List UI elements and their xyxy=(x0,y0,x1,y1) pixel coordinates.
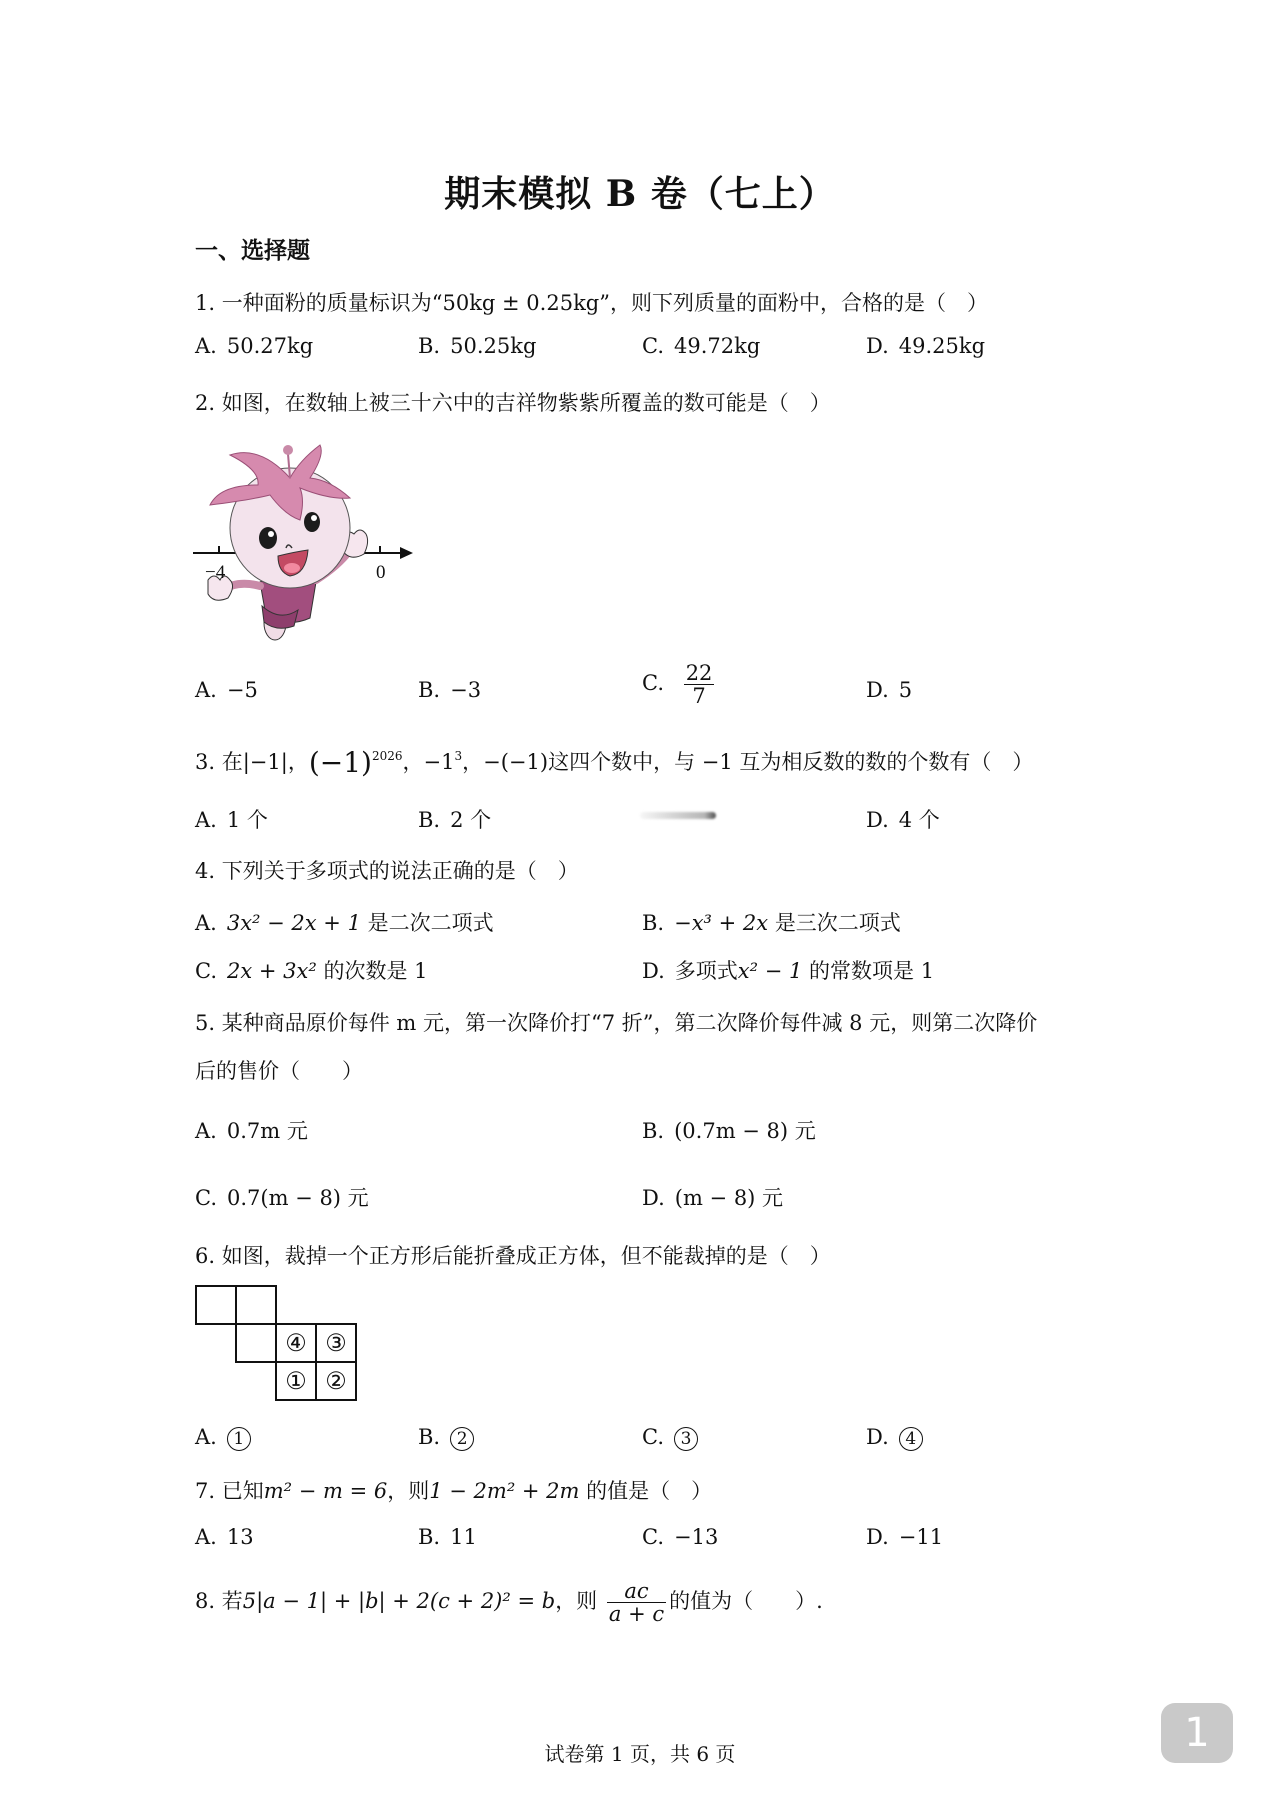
section-heading: 一、选择题 xyxy=(195,237,310,264)
option-label: D. xyxy=(866,808,889,832)
option-label: B. xyxy=(418,808,441,832)
option-label: B. xyxy=(642,911,665,935)
stem-text: 这四个数中，与 −1 互为相反数的数的个数有（ ） xyxy=(548,750,1034,774)
option-text: (0.7m − 8) 元 xyxy=(674,1119,816,1143)
q5-option-b[interactable] xyxy=(642,1115,816,1145)
question-number: 2. xyxy=(195,391,216,415)
q4-option-d[interactable] xyxy=(642,955,934,985)
cube-net-figure xyxy=(195,1285,365,1410)
option-text: (m − 8) 元 xyxy=(674,1186,784,1210)
option-label: D. xyxy=(866,1525,889,1549)
option-text: 50.25kg xyxy=(450,334,537,358)
option-text: −3 xyxy=(450,678,482,702)
option-text: −13 xyxy=(674,1525,719,1549)
q4-option-c[interactable] xyxy=(195,955,428,985)
question-number: 1. xyxy=(195,291,216,315)
q1-option-b[interactable] xyxy=(418,334,536,358)
option-label: D. xyxy=(642,1186,665,1210)
option-text: 11 xyxy=(450,1525,477,1549)
question-8 xyxy=(195,1580,823,1625)
question-stem-line-1: 某种商品原价每件 m 元，第一次降价打“7 折”，第二次降价每件减 8 元，则第二次降价 xyxy=(221,1011,1038,1035)
question-1 xyxy=(195,287,988,317)
question-5 xyxy=(195,1007,1037,1037)
option-text: 5 xyxy=(898,678,913,702)
math-equation: 5|a − 1| + |b| + 2(c + 2)² = b xyxy=(242,1589,556,1614)
option-label: C. xyxy=(642,334,664,358)
q6-option-d[interactable] xyxy=(866,1425,923,1451)
math-given-equation: m² − m = 6 xyxy=(263,1479,388,1503)
math-expression: 1 − 2m² + 2m xyxy=(429,1479,580,1503)
q5-option-a[interactable] xyxy=(195,1115,308,1145)
option-label: B. xyxy=(418,334,441,358)
q4-option-a[interactable] xyxy=(195,907,494,937)
question-3 xyxy=(195,746,1033,779)
option-text: 2 个 xyxy=(450,808,492,832)
net-cell xyxy=(235,1285,277,1325)
page-footer: 试卷第 1 页，共 6 页 xyxy=(544,1742,736,1766)
question-number: 8. xyxy=(195,1589,216,1614)
separator: ， xyxy=(462,750,484,774)
option-math: 3x² − 2x + 1 xyxy=(226,911,361,935)
question-stem: 如图，在数轴上被三十六中的吉祥物紫紫所覆盖的数可能是（ ） xyxy=(221,391,831,415)
option-text: 0.7(m − 8) 元 xyxy=(227,1186,369,1210)
option-label: A. xyxy=(195,1119,217,1143)
option-text: 1 个 xyxy=(226,808,268,832)
q6-option-c[interactable] xyxy=(642,1425,698,1451)
option-label: A. xyxy=(195,1525,217,1549)
q2-option-d[interactable] xyxy=(866,678,912,702)
option-text: 是二次二项式 xyxy=(367,911,494,935)
number-line-mascot-figure xyxy=(190,440,430,645)
option-text: 的常数项是 1 xyxy=(809,959,935,983)
option-math: x² − 1 xyxy=(737,959,803,983)
stem-text: ，则 xyxy=(555,1589,598,1614)
fraction xyxy=(607,1580,666,1625)
q6-option-a[interactable] xyxy=(195,1425,251,1451)
page-number-badge[interactable]: 1 xyxy=(1161,1703,1233,1763)
option-label: A. xyxy=(195,808,217,832)
stem-text: 若 xyxy=(221,1589,243,1614)
separator: ， xyxy=(402,750,424,774)
option-text: 49.25kg xyxy=(898,334,986,358)
cell-mark: ④ xyxy=(285,1329,307,1357)
math-exponent: 3 xyxy=(454,749,463,763)
circled-number: 2 xyxy=(450,1427,474,1451)
question-number: 7. xyxy=(195,1479,216,1503)
q2-option-b[interactable] xyxy=(418,678,481,702)
circled-number: 3 xyxy=(674,1427,698,1451)
question-6 xyxy=(195,1240,831,1270)
option-label: B. xyxy=(642,1119,665,1143)
q1-option-a[interactable] xyxy=(195,334,313,358)
option-text: 0.7m 元 xyxy=(226,1119,308,1143)
net-cell xyxy=(235,1323,277,1363)
cell-mark: ③ xyxy=(325,1329,347,1357)
option-label: C. xyxy=(195,959,217,983)
option-label: A. xyxy=(195,911,217,935)
option-label: B. xyxy=(418,1425,441,1449)
question-stem: 一种面粉的质量标识为“50kg ± 0.25kg”，则下列质量的面粉中，合格的是（ ） xyxy=(221,291,988,315)
q1-option-d[interactable] xyxy=(866,334,985,358)
option-text: 是三次二项式 xyxy=(774,911,901,935)
q3-option-c-obscured-smudge xyxy=(640,812,716,819)
math-neg-neg-one: −(−1) xyxy=(483,750,549,774)
net-cell xyxy=(195,1285,237,1325)
q5-option-c[interactable] xyxy=(195,1182,369,1212)
fraction-numerator: ac xyxy=(607,1580,666,1603)
option-label: D. xyxy=(866,678,889,702)
question-number: 3. xyxy=(195,750,216,774)
option-text: 4 个 xyxy=(898,808,940,832)
option-text: 的次数是 1 xyxy=(323,959,428,983)
option-label: B. xyxy=(418,1525,441,1549)
option-text: 50.27kg xyxy=(226,334,314,358)
option-label: D. xyxy=(642,959,665,983)
question-number: 6. xyxy=(195,1244,216,1268)
stem-text: 在 xyxy=(221,750,243,774)
net-cell-4 xyxy=(275,1323,317,1363)
math-exponent: 2026 xyxy=(371,749,403,763)
option-label: C. xyxy=(195,1186,217,1210)
stem-text: ，则 xyxy=(387,1479,430,1503)
net-cell-3 xyxy=(315,1323,357,1363)
cell-mark: ② xyxy=(325,1367,347,1395)
q3-option-d[interactable] xyxy=(866,804,940,834)
net-cell-2 xyxy=(315,1361,357,1401)
page-title: 期末模拟 B 卷（七上） xyxy=(444,173,836,215)
option-text: 13 xyxy=(226,1525,254,1549)
separator: ， xyxy=(287,750,309,774)
question-stem: 下列关于多项式的说法正确的是（ ） xyxy=(221,859,579,883)
option-label: A. xyxy=(195,1425,217,1449)
net-cell-1 xyxy=(275,1361,317,1401)
stem-text: 已知 xyxy=(221,1479,264,1503)
option-text: −11 xyxy=(898,1525,944,1549)
option-label: A. xyxy=(195,678,217,702)
q4-option-b[interactable] xyxy=(642,907,901,937)
question-2 xyxy=(195,387,831,417)
question-stem: 如图，裁掉一个正方形后能折叠成正方体，但不能裁掉的是（ ） xyxy=(221,1244,831,1268)
option-label: A. xyxy=(195,334,217,358)
q7-option-b[interactable] xyxy=(418,1525,477,1549)
fraction xyxy=(684,662,715,707)
question-4 xyxy=(195,855,579,885)
question-number: 5. xyxy=(195,1011,216,1035)
q7-option-d[interactable] xyxy=(866,1525,943,1549)
option-label: D. xyxy=(866,1425,889,1449)
math-neg-one-cubed-base: −1 xyxy=(423,750,455,774)
fraction-numerator: 22 xyxy=(685,661,713,685)
question-number: 4. xyxy=(195,859,216,883)
fraction-denominator: a + c xyxy=(608,1602,665,1627)
q5-option-d[interactable] xyxy=(642,1182,783,1212)
fraction-denominator: 7 xyxy=(692,684,706,709)
option-label: B. xyxy=(418,678,441,702)
option-label: C. xyxy=(642,1425,664,1449)
q2-option-c[interactable] xyxy=(642,662,717,707)
q1-option-c[interactable] xyxy=(642,334,760,358)
circled-number: 1 xyxy=(227,1427,251,1451)
q3-option-b[interactable] xyxy=(418,804,491,834)
q3-option-a[interactable] xyxy=(195,804,268,834)
mascot-illustration xyxy=(190,440,430,645)
stem-text: 的值为（ ）. xyxy=(669,1589,823,1614)
option-text: 49.72kg xyxy=(674,334,761,358)
cell-mark: ① xyxy=(285,1367,307,1395)
option-text: −5 xyxy=(226,678,258,702)
option-label: C. xyxy=(642,1525,664,1549)
option-label: D. xyxy=(866,334,889,358)
math-neg-one-base: (−1) xyxy=(308,746,372,779)
q2-option-a[interactable] xyxy=(195,678,258,702)
question-5-line-2: 后的售价（ ） xyxy=(195,1059,363,1083)
tick-label-minus-4: −4 xyxy=(205,562,226,583)
q7-option-a[interactable] xyxy=(195,1525,254,1549)
circled-number: 4 xyxy=(899,1427,923,1451)
math-abs-neg-one: |−1| xyxy=(242,750,288,774)
option-prefix: 多项式 xyxy=(674,959,738,983)
stem-text: 的值是（ ） xyxy=(586,1479,713,1503)
option-math: −x³ + 2x xyxy=(674,911,769,935)
q7-option-c[interactable] xyxy=(642,1525,718,1549)
q6-option-b[interactable] xyxy=(418,1425,474,1451)
option-math: 2x + 3x² xyxy=(227,959,317,983)
option-label: C. xyxy=(642,671,664,696)
tick-label-zero: 0 xyxy=(376,562,386,583)
question-7 xyxy=(195,1475,712,1505)
